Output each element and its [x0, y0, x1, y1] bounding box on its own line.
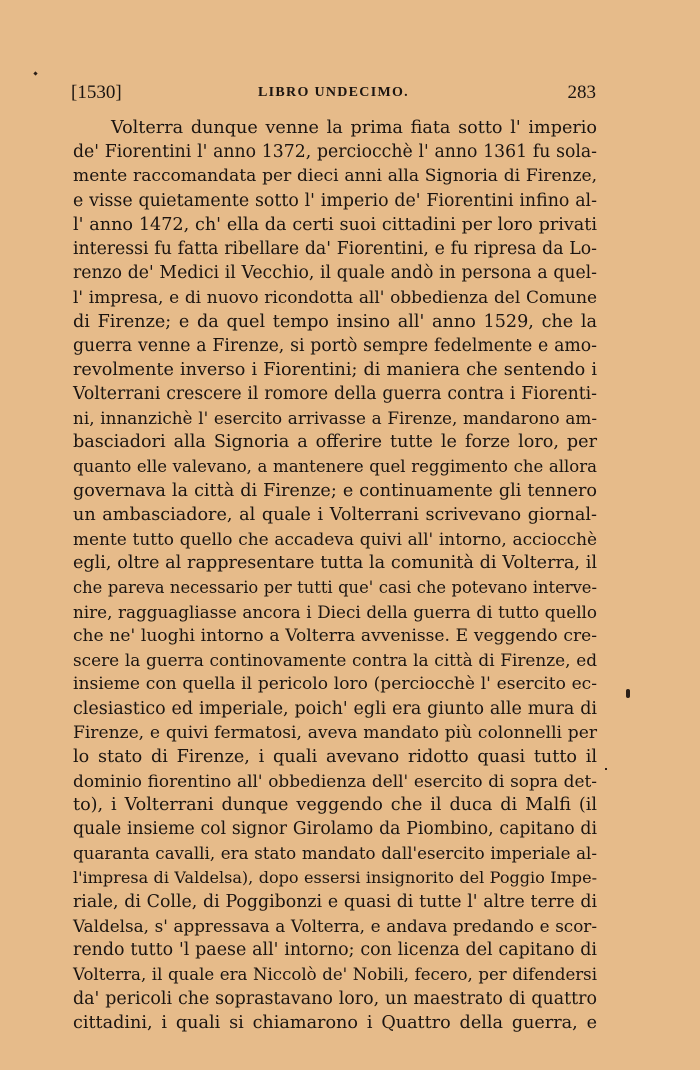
text-line: revolmente inverso i Fiorentini; di maniera che sentendo i	[73, 359, 597, 380]
text-line: e visse quietamente sotto l' imperio de' Fiorentini infino al-	[73, 190, 597, 211]
text-line: quaranta cavalli, era stato mandato dall'esercito imperiale al-	[73, 843, 597, 863]
text-line: Volterrani crescere il romore della guerra contra i Fiorenti-	[73, 384, 597, 405]
text-line: che pareva necessario per tutti que' casi che potevano interve-	[73, 577, 597, 597]
text-line: Volterra dunque venne la prima fiata sotto l' imperio	[111, 118, 597, 138]
text-line: interessi fu fatta ribellare da' Fiorentini, e fu ripresa da Lo-	[73, 238, 597, 259]
text-line: scere la guerra continovamente contra la città di Firenze, ed	[73, 650, 597, 671]
text-line: che ne' luoghi intorno a Volterra avvenisse. E veggendo cre-	[73, 625, 597, 646]
ink-speck	[626, 689, 630, 698]
text-line: quanto elle valevano, a mantenere quel reggimento che allora	[73, 456, 597, 476]
header-year: [1530]	[71, 82, 122, 103]
text-line: un ambasciadore, al quale i Volterrani scrivevano giornal-	[73, 505, 597, 525]
ink-speck	[605, 768, 607, 770]
text-line: Volterra, il quale era Niccolò de' Nobili, fecero, per difendersi	[73, 964, 597, 984]
text-line: cittadini, i quali si chiamarono i Quattro della guerra, e	[73, 1012, 597, 1033]
text-line: lo stato di Firenze, i quali avevano ridotto quasi tutto il	[73, 746, 597, 767]
text-line: insieme con quella il pericolo loro (perciocchè l' esercito ec-	[73, 674, 597, 695]
text-line: nire, ragguagliasse ancora i Dieci della guerra di tutto quello	[73, 601, 597, 622]
text-line: Firenze, e quivi fermatosi, aveva mandato più colonnelli per	[73, 722, 597, 743]
text-line: Valdelsa, s' appressava a Volterra, e andava predando e scor-	[73, 916, 597, 937]
text-line: mente raccomandata per dieci anni alla Signoria di Firenze,	[73, 166, 597, 187]
text-line: quale insieme col signor Girolamo da Piombino, capitano di	[73, 819, 597, 840]
page-number: 283	[567, 82, 596, 103]
text-line: renzo de' Medici il Vecchio, il quale andò in persona a quel-	[73, 263, 597, 284]
text-line: di Firenze; e da quel tempo insino all' anno 1529, che la	[73, 311, 597, 332]
text-line: egli, oltre al rappresentare tutta la comunità di Volterra, il	[73, 553, 597, 574]
text-line: governava la città di Firenze; e continuamente gli tennero	[73, 480, 597, 501]
text-line: l'impresa di Valdelsa), dopo essersi insignorito del Poggio Impe-	[73, 867, 597, 887]
text-line: l' anno 1472, ch' ella da certi suoi cittadini per loro privati	[73, 214, 597, 235]
text-line: riale, di Colle, di Poggibonzi e quasi di tutte l' altre terre di	[73, 892, 597, 912]
body-paragraph	[73, 116, 597, 1035]
text-line: rendo tutto 'l paese all' intorno; con licenza del capitano di	[73, 940, 597, 961]
running-header	[71, 82, 596, 108]
text-line: ni, innanzichè l' esercito arrivasse a Firenze, mandarono am-	[73, 408, 597, 429]
text-line: de' Fiorentini l' anno 1372, perciocchè l' anno 1361 fu sola-	[73, 142, 597, 163]
text-line: guerra venne a Firenze, si portò sempre fedelmente e amo-	[73, 335, 597, 356]
header-title: LIBRO UNDECIMO.	[258, 85, 409, 100]
text-line: to), i Volterrani dunque veggendo che il duca di Malfi (il	[73, 795, 597, 816]
text-line: l' impresa, e di nuovo ricondotta all' obbedienza del Comune	[73, 287, 597, 308]
text-line: basciadori alla Signoria a offerire tutte le forze loro, per	[73, 432, 597, 453]
ink-speck	[33, 71, 37, 75]
text-line: dominio fiorentino all' obbedienza dell' esercito di sopra det-	[73, 771, 597, 792]
text-line: clesiastico ed imperiale, poich' egli era giunto alle mura di	[73, 698, 597, 719]
text-line: mente tutto quello che accadeva quivi all' intorno, acciocchè	[73, 529, 597, 550]
text-line: da' pericoli che soprastavano loro, un maestrato di quattro	[73, 988, 597, 1009]
